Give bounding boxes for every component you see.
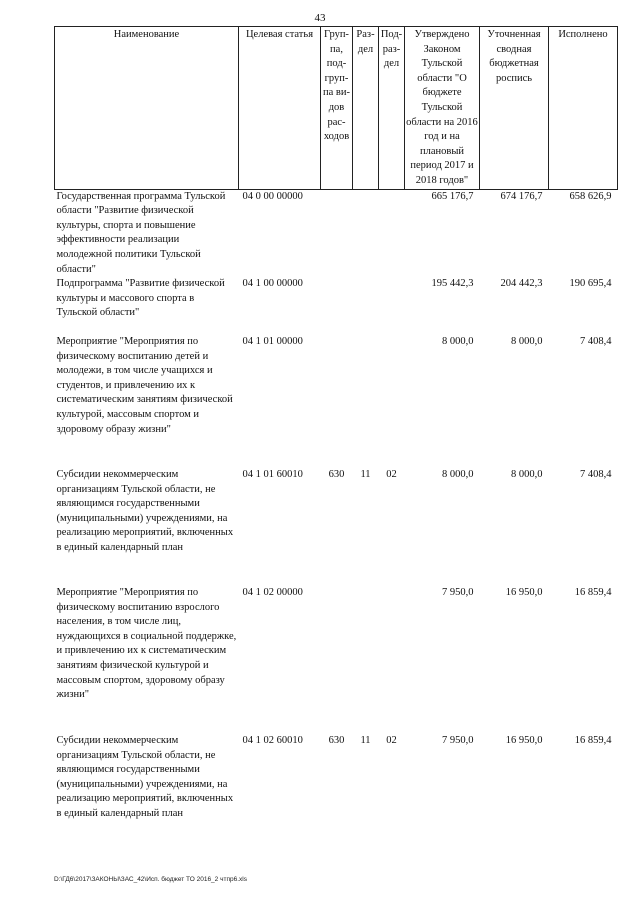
row-refined: 674 176,7 — [500, 190, 543, 202]
row-code: 04 1 01 60010 — [242, 469, 303, 481]
row-approved: 7 950,0 — [442, 587, 474, 599]
row-name: Субсидии некоммерческим организациям Тульской области, не являющимся государственными (муниципальными) учреждениями, на реализацию мероприятий, включенных в единый календарный план — [56, 735, 234, 820]
row-group — [321, 335, 353, 468]
row-section — [353, 277, 379, 335]
row-name: Мероприятие "Мероприятия по физическому воспитанию детей и молодежи, в том числе учащихся и студентов, и привлечению их к систематическим занятиям физической культурой, массовым спортом и здоровому образу жизни" — [56, 336, 233, 435]
row-name: Мероприятие "Мероприятия по физическому воспитанию взрослого населения, в том числе лиц, нуждающихся в социальной поддержке, и привлечению их к систематическим занятиям физической культурой и массовым спортом, здоровому образу жизни" — [56, 587, 237, 701]
row-executed: 16 859,4 — [574, 587, 612, 599]
row-section — [353, 335, 379, 468]
row-approved: 8 000,0 — [442, 336, 474, 348]
row-approved: 7 950,0 — [442, 735, 474, 747]
header-group: Груп-па, под-груп-па ви-дов рас-ходов — [321, 27, 353, 190]
header-section: Раз-дел — [353, 27, 379, 190]
table-row — [55, 189, 618, 277]
row-name: Субсидии некоммерческим организациям Тульской области, не являющимся государственными (муниципальными) учреждениями, на реализацию мероприятий, включенных в единый календарный план — [56, 469, 234, 554]
table-row — [55, 586, 618, 734]
table-header-row — [55, 27, 618, 190]
row-approved: 665 176,7 — [431, 190, 474, 202]
row-refined: 8 000,0 — [511, 336, 543, 348]
row-refined: 8 000,0 — [511, 469, 543, 481]
row-approved: 8 000,0 — [442, 469, 474, 481]
row-approved: 195 442,3 — [431, 278, 474, 290]
row-group — [321, 189, 353, 277]
row-subsection: 02 — [386, 469, 397, 481]
file-path-footer: D:\ГД6\2017\ЗАКОНЫ\ЗАС_42\Исп. бюджет ТО 2016_2 чтпр6.xls — [54, 876, 247, 883]
row-subsection — [379, 335, 405, 468]
row-section — [353, 189, 379, 277]
row-refined: 16 950,0 — [505, 587, 543, 599]
header-subsection: Под-раз-дел — [379, 27, 405, 190]
row-code: 04 1 01 00000 — [242, 336, 303, 348]
table-row — [55, 277, 618, 335]
row-section — [353, 586, 379, 734]
row-name: Подпрограмма "Развитие физической культуры и массового спорта в Тульской области" — [56, 278, 225, 319]
row-code: 04 1 00 00000 — [242, 278, 303, 290]
row-group: 630 — [328, 735, 345, 747]
header-target: Целевая статья — [239, 27, 321, 190]
row-executed: 190 695,4 — [569, 278, 612, 290]
table-row — [55, 734, 618, 839]
header-name: Наименование — [55, 27, 239, 190]
row-code: 04 0 00 00000 — [242, 190, 303, 202]
row-section: 11 — [360, 469, 371, 481]
row-subsection — [379, 189, 405, 277]
row-code: 04 1 02 00000 — [242, 587, 303, 599]
row-name: Государственная программа Тульской области "Развитие физической культуры, спорта и повышение эффективности реализации молодежной политики Тульской области" — [56, 190, 226, 275]
row-code: 04 1 02 60010 — [242, 735, 303, 747]
row-group: 630 — [328, 469, 345, 481]
row-group — [321, 277, 353, 335]
table-row — [55, 468, 618, 586]
row-subsection: 02 — [386, 735, 397, 747]
page-number: 43 — [314, 12, 326, 24]
table-row — [55, 335, 618, 468]
row-executed: 7 408,4 — [580, 336, 612, 348]
row-section: 11 — [360, 735, 371, 747]
row-executed: 7 408,4 — [580, 469, 612, 481]
budget-table — [54, 26, 618, 839]
row-refined: 204 442,3 — [500, 278, 543, 290]
header-refined: Уточненная сводная бюджетная роспись — [480, 27, 549, 190]
row-executed: 658 626,9 — [569, 190, 612, 202]
row-refined: 16 950,0 — [505, 735, 543, 747]
row-subsection — [379, 277, 405, 335]
header-executed: Исполнено — [549, 27, 618, 190]
header-approved: Утверждено Законом Тульской области "О бюджете Тульской области на 2016 год и на плановый период 2017 и 2018 годов" — [405, 27, 480, 190]
row-subsection — [379, 586, 405, 734]
row-group — [321, 586, 353, 734]
row-executed: 16 859,4 — [574, 735, 612, 747]
